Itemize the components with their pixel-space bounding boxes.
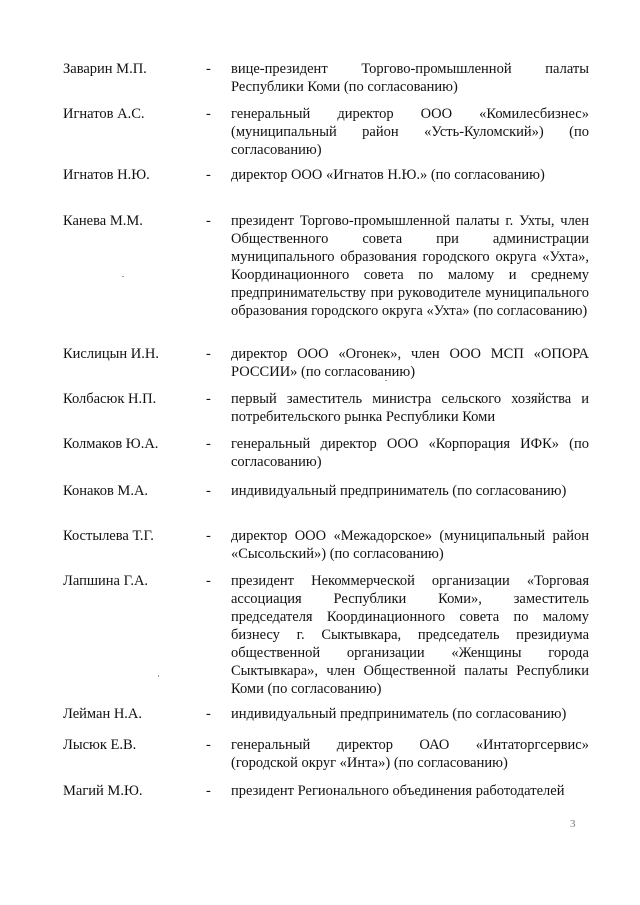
member-description: индивидуальный предприниматель (по согласованию)	[231, 483, 567, 499]
member-description: генеральный директор ООО «Комилесбизнес» (муниципальный район «Усть-Куломский») (по согласованию)	[231, 106, 589, 158]
member-description: президент Некоммерческой организации «Торговая ассоциация Республики Коми», заместитель председателя Координационного совета по малому бизнесу г. Сыктывкара, председатель президиума общественной организации «Женщины города Сыктывкара», член Общественной палаты Республики Коми (по согласованию)	[231, 573, 589, 697]
member-description: первый заместитель министра сельского хозяйства и потребительского рынка Республики Коми	[231, 391, 589, 425]
member-dash: -	[206, 528, 211, 544]
member-description: президент Регионального объединения работодателей	[231, 783, 565, 799]
member-name: Колмаков Ю.А.	[63, 436, 159, 452]
scan-speck	[385, 380, 387, 381]
member-dash: -	[206, 436, 211, 452]
member-name: Игнатов Н.Ю.	[63, 167, 150, 183]
page-number: 3	[570, 818, 576, 830]
member-dash: -	[206, 346, 211, 362]
member-name: Игнатов А.С.	[63, 106, 145, 122]
member-name: Колбасюк Н.П.	[63, 391, 157, 407]
member-description: директор ООО «Игнатов Н.Ю.» (по согласованию)	[231, 167, 545, 183]
member-description: генеральный директор ООО «Корпорация ИФК» (по согласованию)	[231, 436, 589, 470]
member-dash: -	[206, 106, 211, 122]
member-dash: -	[206, 483, 211, 499]
member-name: Лейман Н.А.	[63, 706, 143, 722]
member-name: Канева М.М.	[63, 213, 143, 229]
member-name: Лысюк Е.В.	[63, 737, 137, 753]
member-dash: -	[206, 737, 211, 753]
member-description: вице-президент Торгово-промышленной палаты Республики Коми (по согласованию)	[231, 61, 589, 95]
member-description: президент Торгово-промышленной палаты г. Ухты, член Общественного совета при администрации муниципального образования городского округа «Ухта», Координационного совета по малому и среднему предпринимательству при руководителе муниципального образования городского округа «Ухта» (по согласованию)	[231, 213, 589, 319]
member-description: индивидуальный предприниматель (по согласованию)	[231, 706, 567, 722]
scan-speck	[158, 675, 159, 677]
member-description: директор ООО «Огонек», член ООО МСП «ОПОРА РОССИИ» (по согласованию)	[231, 346, 589, 380]
member-dash: -	[206, 391, 211, 407]
member-description: директор ООО «Межадорское» (муниципальный район «Сысольский») (по согласованию)	[231, 528, 589, 562]
member-dash: -	[206, 213, 211, 229]
member-name: Магий М.Ю.	[63, 783, 143, 799]
scan-speck	[122, 276, 124, 277]
member-dash: -	[206, 573, 211, 589]
member-description: генеральный директор ОАО «Интаторгсервис» (городской округ «Инта») (по согласованию)	[231, 737, 589, 771]
member-dash: -	[206, 706, 211, 722]
member-name: Конаков М.А.	[63, 483, 149, 499]
member-name: Кислицын И.Н.	[63, 346, 159, 362]
member-name: Костылева Т.Г.	[63, 528, 154, 544]
member-name: Заварин М.П.	[63, 61, 147, 77]
member-name: Лапшина Г.А.	[63, 573, 149, 589]
member-dash: -	[206, 783, 211, 799]
member-dash: -	[206, 61, 211, 77]
member-dash: -	[206, 167, 211, 183]
